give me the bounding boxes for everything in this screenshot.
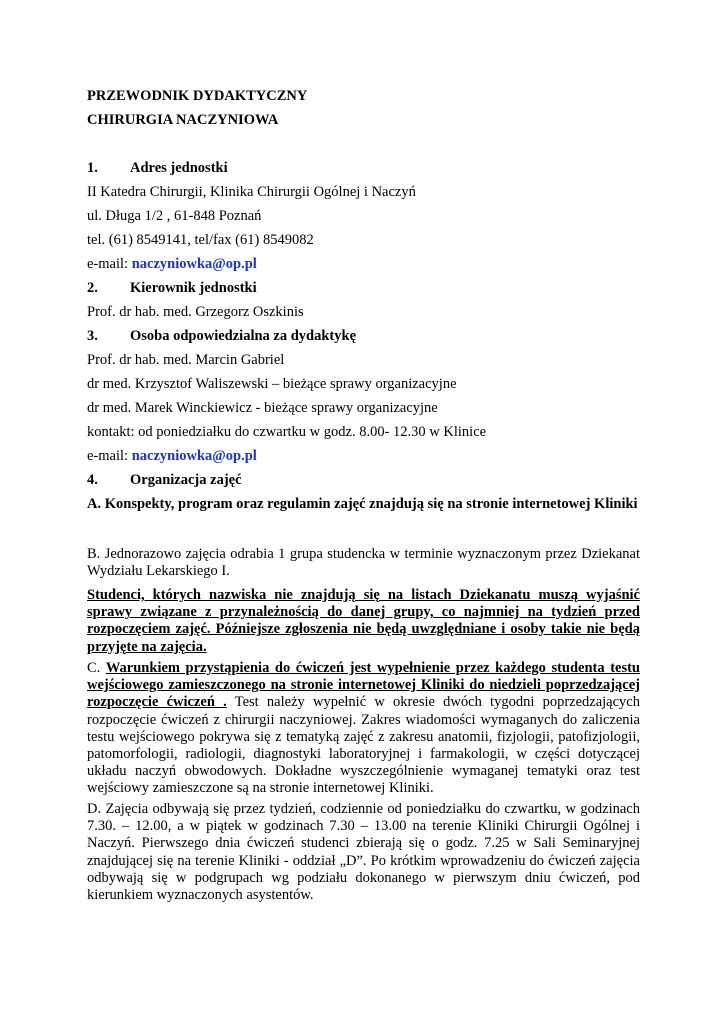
section-title: Kierownik jednostki [130,280,257,296]
email-link[interactable]: naczyniowka@op.pl [131,448,257,464]
paragraph-d: D. Zajęcia odbywają się przez tydzień, codziennie od poniedziałku do czwartku, w godzinach 7.30. – 12.00, a w piątek w godzinach 7.30 – 13.00 na terenie Kliniki Chirurgii Ogólnej i Naczyń. Pierwszego dnia ćwiczeń studenci zbierają się o godz. 7.25 w Sali Seminaryjnej znajdującej się na terenie Kliniki - oddział „D”. Po krótkim wprowadzeniu do ćwiczeń zajęcia odbywają się w podgrupach wg podziału dokonanego w pierwszym dniu ćwiczeń, pod kierunkiem wyznaczonych asystentów. [87,801,640,904]
phone: tel. (61) 8549141, tel/fax (61) 8549082 [87,232,314,248]
document-subtitle: CHIRURGIA NACZYNIOWA [87,112,279,128]
head-of-unit: Prof. dr hab. med. Grzegorz Oszkinis [87,304,304,320]
section-number: 3. [87,328,98,344]
email-link[interactable]: naczyniowka@op.pl [131,256,257,272]
unit-name: II Katedra Chirurgii, Klinika Chirurgii Ogólnej i Naczyń [87,184,416,200]
paragraph-c-requirement: Warunkiem przystąpienia do ćwiczeń jest wypełnienie przez każdego studenta testu wejściowego zamieszczonego na stronie internetowej Kliniki do niedzieli poprzedzającej rozpoczęcie ćwiczeń . [87,660,640,711]
section-title: Osoba odpowiedzialna za dydaktykę [130,328,357,344]
paragraph-c [87,660,640,798]
paragraph-b: B. Jednorazowo zajęcia odrabia 1 grupa studencka w terminie wyznaczonym przez Dziekanat Wydziału Lekarskiego I. [87,546,640,580]
paragraph-a: A. Konspekty, program oraz regulamin zajęć znajdują się na stronie internetowej Kliniki [87,496,638,512]
address: ul. Długa 1/2 , 61-848 Poznań [87,208,262,224]
section-number: 1. [87,160,98,176]
staff-line-2: dr med. Marek Winckiewicz - bieżące sprawy organizacyjne [87,400,438,416]
email-line [87,448,257,465]
staff-line-1: dr med. Krzysztof Waliszewski – bieżące sprawy organizacyjne [87,376,457,392]
email-line [87,256,257,273]
paragraph-c-body: Test należy wypełnić w okresie dwóch tygodni poprzedzających rozpoczęcie ćwiczeń z chirurgii naczyniowej. Zakres wiadomości wymaganych do zaliczenia testu wejściowego pokrywa się z tematyką zajęć z zakresu anatomii, fizjologii, patofizjologii, patomorfologii, radiologii, diagnostyki laboratoryjnej i farmakologii, w części dotyczącej układu naczyń obwodowych. Dokładne wyszczególnienie wymaganej tematyki oraz test wejściowy zamieszczone są na stronie internetowej Kliniki. [87,694,640,797]
responsible-person: Prof. dr hab. med. Marcin Gabriel [87,352,285,368]
contact-hours: kontakt: od poniedziałku do czwartku w godz. 8.00- 12.30 w Klinice [87,424,487,440]
email-label: e-mail: [87,448,132,464]
document-title: PRZEWODNIK DYDAKTYCZNY [87,88,308,104]
section-title: Organizacja zajęć [130,472,242,488]
paragraph-notice [87,587,640,656]
section-title: Adres jednostki [130,160,228,176]
paragraph-c-prefix: C. [87,660,106,676]
email-label: e-mail: [87,256,132,272]
section-number: 4. [87,472,98,488]
section-number: 2. [87,280,98,296]
notice-text: Studenci, których nazwiska nie znajdują się na listach Dziekanatu muszą wyjaśnić sprawy związane z przynależnością do danej grupy, co najmniej na tydzień przed rozpoczęciem zajęć. Późniejsze zgłoszenia nie będą uwzględniane i osoby takie nie będą przyjęte na zajęcia. [87,587,640,655]
